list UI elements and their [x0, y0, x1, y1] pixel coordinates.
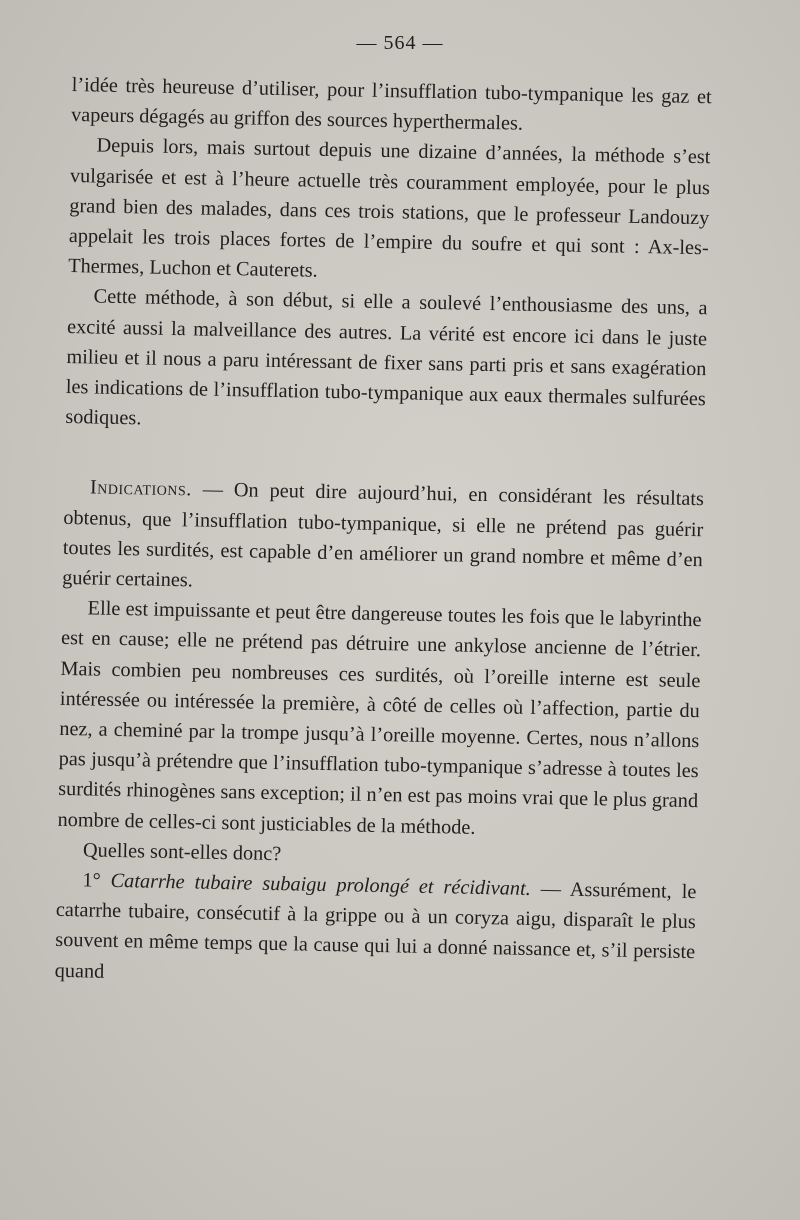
paragraph-limitations: Elle est impuissante et peut être dangereuse toutes les fois que le labyrinthe est en cause; elle ne prétend pas détruire une ankylose ancienne de l’étrier. Mais combien peu nombreuses ces surdités, où l’oreille interne est seule intéressée ou intéressée la première, à côté de celles où l’affection, partie du nez, a cheminé par la trompe jusqu’à l’oreille moyenne. Certes, nous n’allons pas jusqu’à prétendre que l’insufflation tubo-tympanique s’adresse à toutes les surdités rhinogènes sans exception; il n’en est pas moins vrai que le plus grand nombre de celles-ci sont justiciables de la méthode.	[57, 597, 702, 839]
page-number: — 564 —	[356, 32, 444, 54]
item-number: 1°	[82, 869, 111, 892]
section-heading-indications: Indications.	[89, 476, 193, 501]
paragraph-continuation: l’idée très heureuse d’utiliser, pour l’insufflation tubo-tympanique les gaz et vapeurs dégagés au griffon des sources hyperthermales.	[70, 73, 712, 135]
paragraph-question: Quelles sont-elles donc?	[82, 839, 282, 866]
item-heading-catarrhe: Catarrhe tubaire subaigu prolongé et récidivant.	[110, 869, 531, 901]
indications-text: — On peut dire aujourd’hui, en considérant les résultats obtenus, que l’insufflation tubo-tympanique, si elle ne prétend pas guérir toutes les surdités, est capable d’en améliorer un grand nombre et même d’en guérir certaines.	[62, 478, 705, 592]
text-column	[54, 70, 711, 998]
paragraph-method-reception: Cette méthode, à son début, si elle a soulevé l’enthousiasme des uns, a excité aussi la malveillance des autres. La vérité est encore ici dans le juste milieu et il nous a paru intéressant de fixer sans parti pris et sans exagération les indications de l’insufflation tubo-tympanique aux eaux thermales sulfurées sodiques.	[65, 285, 708, 430]
paragraph-catarrhe	[54, 865, 696, 998]
catarrhe-text: — Assurément, le catarrhe tubaire, consécutif à la grippe ou à un coryza aigu, disparaît le plus souvent en même temps que la cause qui lui a donné naissance et, s’il persiste quand	[54, 878, 697, 983]
paragraph-method-history: Depuis lors, mais surtout depuis une dizaine d’années, la méthode s’est vulgarisée et est à l’heure actuelle très couramment employée, pour le plus grand bien des malades, dans ces trois stations, que le professeur Landouzy appelait les trois places fortes de l’empire du soufre et qui sont : Ax-les-Thermes, Luchon et Cauterets.	[68, 134, 711, 282]
paragraph-indications	[62, 472, 704, 605]
